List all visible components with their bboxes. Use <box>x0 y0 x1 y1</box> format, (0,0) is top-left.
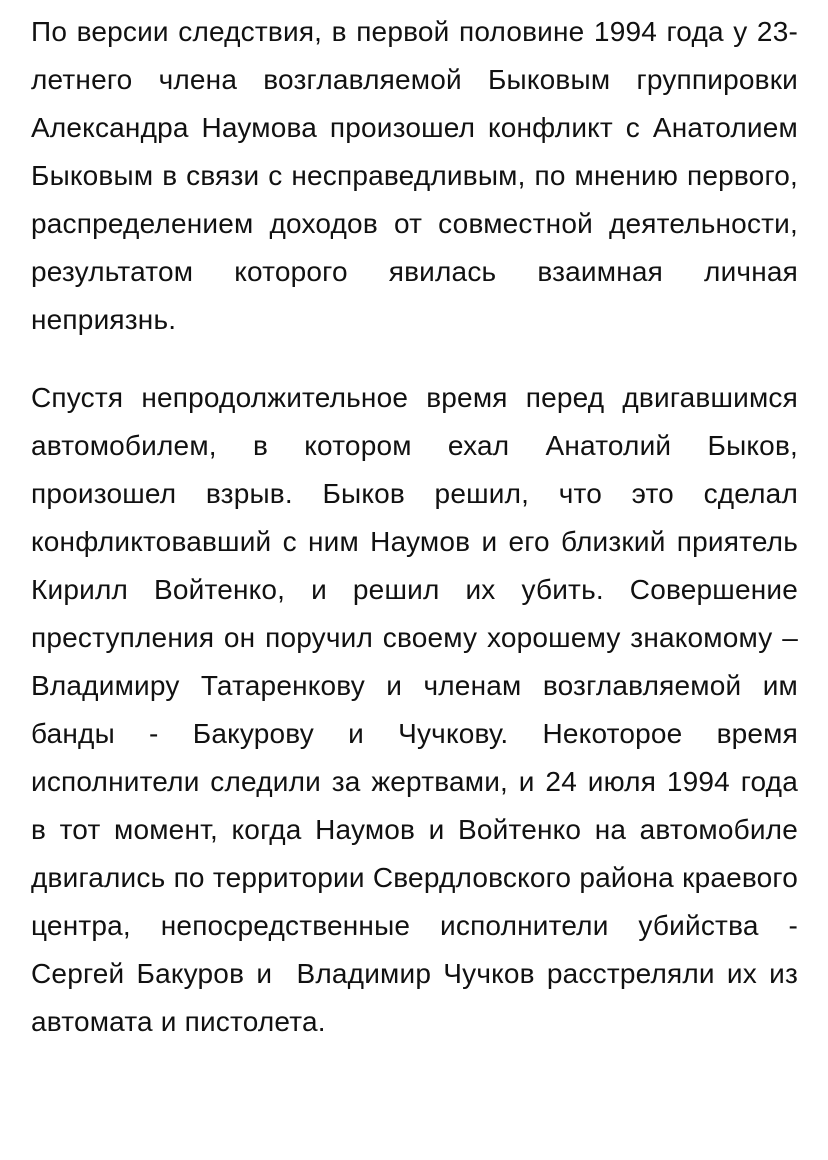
article-body <box>31 8 806 1046</box>
paragraph-conflict: По версии следствия, в первой половине 1994 года у 23-летнего члена возглавляемой Быковым группировки Александра Наумова произошел конфликт с Анатолием Быковым в связи с несправедливым, по мнению первого, распределением доходов от совместной деятельности, результатом которого явилась взаимная личная неприязнь. <box>31 16 806 335</box>
paragraph-murder: Спустя непродолжительное время перед двигавшимся автомобилем, в котором ехал Анатолий Быков, произошел взрыв. Быков решил, что это сделал конфликтовавший с ним Наумов и его близкий приятель Кирилл Войтенко, и решил их убить. Совершение преступления он поручил своему хорошему знакомому – Владимиру Татаренкову и членам возглавляемой им банды - Бакурову и Чучкову. Некоторое время исполнители следили за жертвами, и 24 июля 1994 года в тот момент, когда Наумов и Войтенко на автомобиле двигались по территории Свердловского района краевого центра, непосредственные исполнители убийства - Сергей Бакуров и Владимир Чучков расстреляли их из автомата и пистолета. <box>31 382 806 1037</box>
